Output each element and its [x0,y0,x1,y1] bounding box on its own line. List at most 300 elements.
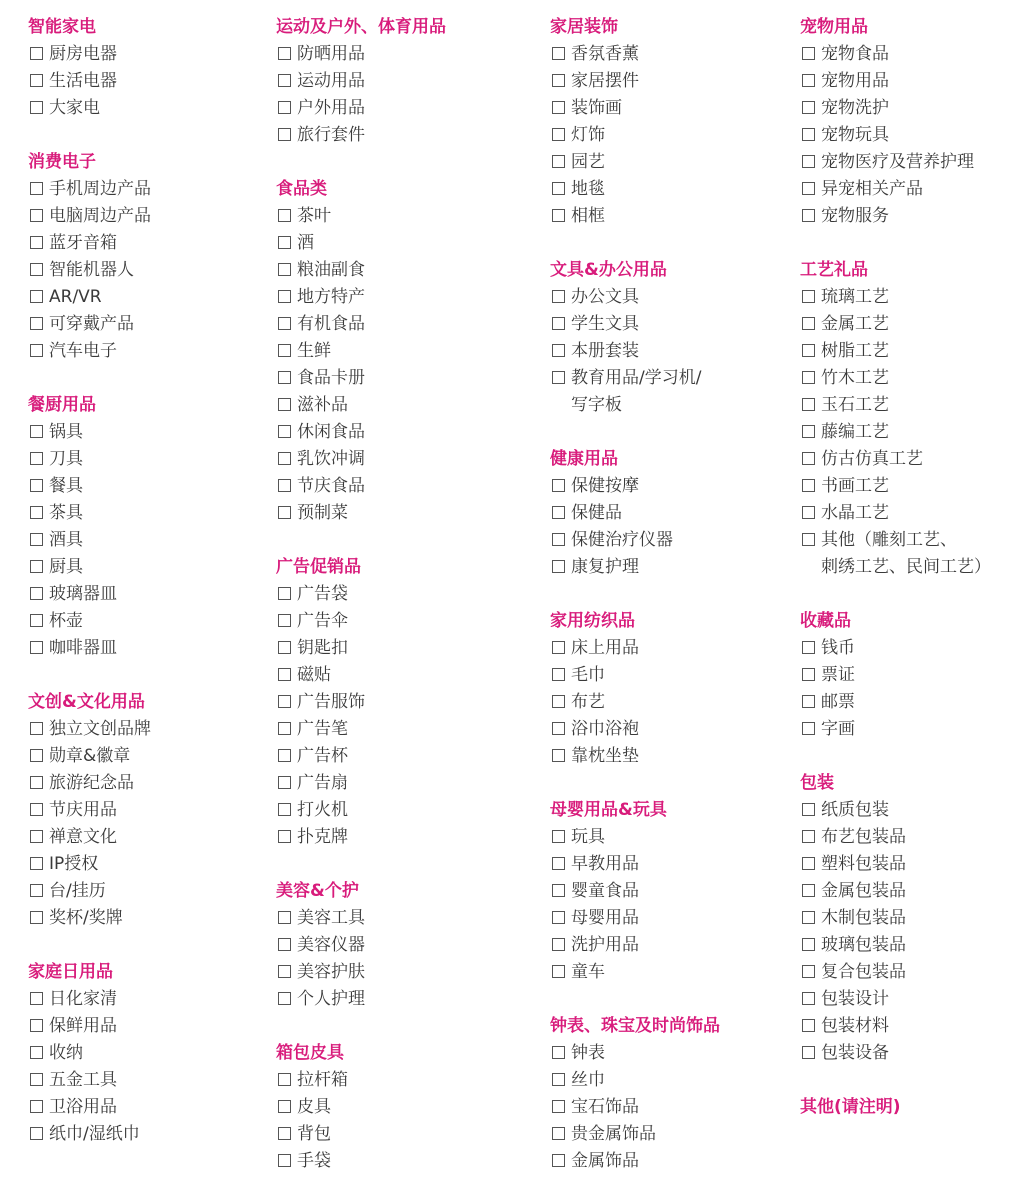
category-section [28,392,151,662]
checkbox-icon[interactable] [278,236,291,249]
checkbox-icon[interactable] [802,101,815,114]
checkbox-item[interactable] [550,500,720,527]
checkbox-icon[interactable] [552,884,565,897]
checkbox-item[interactable] [276,257,446,284]
checkbox-item[interactable] [550,1040,720,1067]
checkbox-icon[interactable] [30,101,43,114]
checkbox-item[interactable] [28,1094,151,1121]
checkbox-item[interactable] [276,581,446,608]
checkbox-icon[interactable] [30,74,43,87]
checkbox-icon[interactable] [552,128,565,141]
checkbox-icon[interactable] [802,884,815,897]
checkbox-item[interactable] [800,662,991,689]
checkbox-icon[interactable] [278,1127,291,1140]
checkbox-icon[interactable] [552,938,565,951]
checkbox-item[interactable] [550,68,720,95]
checkbox-icon[interactable] [30,587,43,600]
checkbox-item[interactable] [800,986,991,1013]
checkbox-item[interactable] [276,824,446,851]
checkbox-icon[interactable] [552,857,565,870]
checkbox-item[interactable] [276,41,446,68]
checkbox-icon[interactable] [30,1127,43,1140]
checkbox-item[interactable] [550,1148,720,1175]
checkbox-item[interactable] [800,338,991,365]
checkbox-label: 包装材料 [821,1016,889,1036]
checkbox-label: 扑克牌 [297,827,348,847]
checkbox-icon[interactable] [30,884,43,897]
checkbox-item[interactable] [276,230,446,257]
checkbox-item[interactable] [800,500,991,527]
checkbox-icon[interactable] [278,749,291,762]
checkbox-item[interactable] [800,824,991,851]
checkbox-label: 广告杯 [297,746,348,766]
checkbox-item[interactable] [800,689,991,716]
checkbox-label: 包装设计 [821,989,889,1009]
checkbox-item[interactable] [28,1121,151,1148]
checkbox-item[interactable] [550,851,720,878]
checkbox-item[interactable] [276,662,446,689]
checkbox-icon[interactable] [278,668,291,681]
checkbox-icon[interactable] [30,506,43,519]
checkbox-icon[interactable] [30,911,43,924]
checkbox-item[interactable] [550,176,720,203]
checkbox-icon[interactable] [30,1073,43,1086]
checkbox-item[interactable] [800,284,991,311]
checkbox-item[interactable] [800,95,991,122]
checkbox-icon[interactable] [278,938,291,951]
checkbox-icon[interactable] [802,506,815,519]
checkbox-item[interactable] [800,473,991,500]
checkbox-icon[interactable] [278,479,291,492]
checkbox-item[interactable] [550,365,720,419]
checkbox-item[interactable] [276,716,446,743]
checkbox-item[interactable] [276,743,446,770]
checkbox-icon[interactable] [802,128,815,141]
checkbox-icon[interactable] [802,803,815,816]
checkbox-icon[interactable] [30,641,43,654]
checkbox-item[interactable] [28,68,151,95]
checkbox-icon[interactable] [278,425,291,438]
checkbox-item[interactable] [276,1094,446,1121]
checkbox-icon[interactable] [278,47,291,60]
checkbox-item[interactable] [28,284,151,311]
checkbox-label: 玻璃包装品 [821,935,906,955]
checkbox-item[interactable] [28,230,151,257]
checkbox-icon[interactable] [278,803,291,816]
checkbox-icon[interactable] [278,128,291,141]
checkbox-item[interactable] [276,689,446,716]
checkbox-label: 广告袋 [297,584,348,604]
checkbox-icon[interactable] [278,1073,291,1086]
category-title: 工艺礼品 [800,260,868,280]
checkbox-icon[interactable] [552,911,565,924]
checkbox-icon[interactable] [278,722,291,735]
checkbox-icon[interactable] [552,506,565,519]
checkbox-icon[interactable] [30,290,43,303]
checkbox-icon[interactable] [802,1046,815,1059]
checkbox-icon[interactable] [30,425,43,438]
checkbox-item[interactable] [276,473,446,500]
checkbox-icon[interactable] [552,668,565,681]
checkbox-icon[interactable] [30,47,43,60]
checkbox-icon[interactable] [30,182,43,195]
checkbox-icon[interactable] [802,479,815,492]
checkbox-icon[interactable] [30,776,43,789]
checkbox-icon[interactable] [30,533,43,546]
checkbox-item[interactable] [800,392,991,419]
checkbox-icon[interactable] [552,965,565,978]
checkbox-icon[interactable] [552,47,565,60]
checkbox-item[interactable] [28,311,151,338]
checkbox-icon[interactable] [278,614,291,627]
column-4 [800,14,991,1148]
checkbox-icon[interactable] [30,344,43,357]
checkbox-label: 金属包装品 [821,881,906,901]
checkbox-icon[interactable] [30,452,43,465]
checkbox-item[interactable] [800,635,991,662]
checkbox-icon[interactable] [552,1100,565,1113]
checkbox-icon[interactable] [278,776,291,789]
checkbox-item[interactable] [550,824,720,851]
checkbox-item[interactable] [550,311,720,338]
checkbox-icon[interactable] [552,155,565,168]
checkbox-item[interactable] [28,851,151,878]
checkbox-label: 康复护理 [571,557,639,577]
checkbox-icon[interactable] [278,587,291,600]
checkbox-item[interactable] [28,176,151,203]
checkbox-item[interactable] [800,311,991,338]
checkbox-label: 纸质包装 [821,800,889,820]
checkbox-icon[interactable] [802,830,815,843]
checkbox-label: 包装设备 [821,1043,889,1063]
checkbox-icon[interactable] [552,1154,565,1167]
checkbox-item[interactable] [800,176,991,203]
checkbox-label: 相框 [571,206,605,226]
checkbox-item[interactable] [800,1013,991,1040]
checkbox-label: 茶叶 [297,206,331,226]
checkbox-item[interactable] [550,662,720,689]
category-section [550,1013,720,1175]
checkbox-icon[interactable] [802,911,815,924]
checkbox-item[interactable] [550,932,720,959]
checkbox-item[interactable] [28,635,151,662]
checkbox-icon[interactable] [552,317,565,330]
checkbox-icon[interactable] [802,965,815,978]
checkbox-item[interactable] [550,959,720,986]
checkbox-item[interactable] [276,986,446,1013]
checkbox-icon[interactable] [552,371,565,384]
checkbox-icon[interactable] [802,47,815,60]
checkbox-item[interactable] [800,1040,991,1067]
checkbox-icon[interactable] [278,263,291,276]
checkbox-icon[interactable] [30,803,43,816]
checkbox-icon[interactable] [278,344,291,357]
checkbox-item[interactable] [276,635,446,662]
checkbox-item[interactable] [276,959,446,986]
checkbox-icon[interactable] [802,371,815,384]
checkbox-icon[interactable] [30,749,43,762]
checkbox-item[interactable] [28,716,151,743]
checkbox-item[interactable] [276,905,446,932]
checkbox-label: 粮油副食 [297,260,365,280]
checkbox-item[interactable] [800,527,991,581]
checkbox-label: 木制包装品 [821,908,906,928]
checkbox-label: 树脂工艺 [821,341,889,361]
checkbox-item[interactable] [28,797,151,824]
checkbox-item[interactable] [28,419,151,446]
checkbox-icon[interactable] [552,182,565,195]
checkbox-item[interactable] [28,500,151,527]
checkbox-item[interactable] [800,959,991,986]
checkbox-icon[interactable] [552,641,565,654]
checkbox-icon[interactable] [552,533,565,546]
checkbox-icon[interactable] [552,1127,565,1140]
checkbox-item[interactable] [550,1094,720,1121]
checkbox-label: 生鲜 [297,341,331,361]
checkbox-icon[interactable] [30,830,43,843]
checkbox-icon[interactable] [30,479,43,492]
checkbox-item[interactable] [550,716,720,743]
checkbox-item[interactable] [550,338,720,365]
checkbox-item[interactable] [550,284,720,311]
checkbox-item[interactable] [550,41,720,68]
checkbox-label: 复合包装品 [821,962,906,982]
checkbox-icon[interactable] [802,74,815,87]
checkbox-item[interactable] [28,743,151,770]
checkbox-icon[interactable] [802,1019,815,1032]
checkbox-item[interactable] [28,41,151,68]
checkbox-label: 户外用品 [297,98,365,118]
checkbox-item[interactable] [28,473,151,500]
checkbox-item[interactable] [276,392,446,419]
checkbox-item[interactable] [550,527,720,554]
checkbox-icon[interactable] [802,641,815,654]
checkbox-item[interactable] [800,68,991,95]
checkbox-item[interactable] [28,1067,151,1094]
checkbox-item[interactable] [276,1148,446,1175]
checkbox-label: 防晒用品 [297,44,365,64]
checkbox-item[interactable] [276,311,446,338]
checkbox-icon[interactable] [552,74,565,87]
checkbox-icon[interactable] [802,533,815,546]
checkbox-icon[interactable] [802,452,815,465]
checkbox-item[interactable] [276,770,446,797]
checkbox-icon[interactable] [278,695,291,708]
checkbox-item[interactable] [800,932,991,959]
checkbox-icon[interactable] [552,830,565,843]
checkbox-icon[interactable] [30,614,43,627]
checkbox-label: 毛巾 [571,665,605,685]
checkbox-icon[interactable] [552,479,565,492]
checkbox-item[interactable] [800,41,991,68]
checkbox-icon[interactable] [552,560,565,573]
checkbox-label: 办公文具 [571,287,639,307]
checkbox-label: 美容仪器 [297,935,365,955]
checkbox-item[interactable] [800,122,991,149]
checkbox-item[interactable] [28,608,151,635]
checkbox-item[interactable] [800,203,991,230]
checkbox-icon[interactable] [30,1046,43,1059]
checkbox-icon[interactable] [802,317,815,330]
checkbox-icon[interactable] [552,1073,565,1086]
checkbox-icon[interactable] [552,101,565,114]
checkbox-item[interactable] [28,1040,151,1067]
checkbox-icon[interactable] [802,290,815,303]
checkbox-icon[interactable] [30,857,43,870]
checkbox-item[interactable] [800,716,991,743]
checkbox-item[interactable] [800,878,991,905]
checkbox-item[interactable] [28,824,151,851]
checkbox-label: 学生文具 [571,314,639,334]
checkbox-item[interactable] [550,743,720,770]
checkbox-item[interactable] [28,203,151,230]
checkbox-icon[interactable] [552,344,565,357]
checkbox-item[interactable] [28,986,151,1013]
category-section [276,14,446,149]
checkbox-item[interactable] [276,68,446,95]
checkbox-item[interactable] [800,851,991,878]
checkbox-item[interactable] [276,284,446,311]
checkbox-label: 厨具 [49,557,83,577]
checkbox-icon[interactable] [802,344,815,357]
checkbox-icon[interactable] [30,992,43,1005]
checkbox-icon[interactable] [278,452,291,465]
checkbox-item[interactable] [550,1121,720,1148]
checkbox-icon[interactable] [552,209,565,222]
checkbox-icon[interactable] [278,371,291,384]
checkbox-item[interactable] [276,932,446,959]
checkbox-item[interactable] [276,419,446,446]
checkbox-item[interactable] [800,905,991,932]
checkbox-item[interactable] [28,257,151,284]
checkbox-item[interactable] [800,797,991,824]
checkbox-item[interactable] [550,203,720,230]
checkbox-icon[interactable] [30,317,43,330]
checkbox-item[interactable] [800,365,991,392]
checkbox-item[interactable] [28,95,151,122]
checkbox-item[interactable] [276,122,446,149]
checkbox-icon[interactable] [552,749,565,762]
checkbox-item[interactable] [276,446,446,473]
checkbox-icon[interactable] [552,722,565,735]
checkbox-item[interactable] [276,797,446,824]
checkbox-icon[interactable] [802,938,815,951]
checkbox-icon[interactable] [278,830,291,843]
checkbox-item[interactable] [276,608,446,635]
checkbox-icon[interactable] [802,209,815,222]
checkbox-item[interactable] [276,338,446,365]
checkbox-icon[interactable] [278,641,291,654]
checkbox-item[interactable] [28,1013,151,1040]
checkbox-icon[interactable] [30,1100,43,1113]
checkbox-item[interactable] [276,500,446,527]
checkbox-item[interactable] [550,1067,720,1094]
checkbox-item[interactable] [28,905,151,932]
checkbox-icon[interactable] [30,209,43,222]
checkbox-icon[interactable] [278,992,291,1005]
checkbox-label: 水晶工艺 [821,503,889,523]
checkbox-icon[interactable] [278,911,291,924]
checkbox-item[interactable] [276,1121,446,1148]
checkbox-icon[interactable] [802,398,815,411]
category-section [276,176,446,527]
checkbox-icon[interactable] [278,101,291,114]
checkbox-item[interactable] [550,635,720,662]
checkbox-item[interactable] [276,1067,446,1094]
checkbox-item[interactable] [550,149,720,176]
checkbox-item[interactable] [276,365,446,392]
checkbox-item[interactable] [28,338,151,365]
checkbox-item[interactable] [550,905,720,932]
checkbox-icon[interactable] [278,398,291,411]
checkbox-icon[interactable] [552,1046,565,1059]
checkbox-item[interactable] [550,95,720,122]
checkbox-icon[interactable] [802,722,815,735]
category-section [800,770,991,1067]
checkbox-label: 大家电 [49,98,100,118]
checkbox-icon[interactable] [278,317,291,330]
checkbox-icon[interactable] [802,182,815,195]
checkbox-icon[interactable] [30,560,43,573]
checkbox-label: 广告伞 [297,611,348,631]
checkbox-item[interactable] [28,770,151,797]
checkbox-item[interactable] [800,446,991,473]
checkbox-icon[interactable] [30,1019,43,1032]
checkbox-item[interactable] [276,95,446,122]
checkbox-item[interactable] [276,203,446,230]
checkbox-item[interactable] [550,122,720,149]
checkbox-label: 旅游纪念品 [49,773,134,793]
checkbox-item[interactable] [28,581,151,608]
checkbox-label: 灯饰 [571,125,605,145]
checkbox-icon[interactable] [802,668,815,681]
checkbox-icon[interactable] [802,992,815,1005]
checkbox-item[interactable] [28,878,151,905]
checkbox-icon[interactable] [278,506,291,519]
checkbox-label: 收纳 [49,1043,83,1063]
checkbox-icon[interactable] [278,1100,291,1113]
checkbox-icon[interactable] [802,155,815,168]
checkbox-item[interactable] [550,689,720,716]
checkbox-icon[interactable] [552,695,565,708]
checkbox-item[interactable] [28,527,151,554]
checkbox-label: 保健品 [571,503,622,523]
checkbox-icon[interactable] [30,263,43,276]
checkbox-label: 邮票 [821,692,855,712]
checkbox-icon[interactable] [278,290,291,303]
checkbox-icon[interactable] [278,965,291,978]
checkbox-item[interactable] [550,554,720,581]
checkbox-label: 家居摆件 [571,71,639,91]
checkbox-item[interactable] [28,446,151,473]
checkbox-icon[interactable] [278,209,291,222]
checkbox-icon[interactable] [552,290,565,303]
checkbox-label: 钟表 [571,1043,605,1063]
checkbox-icon[interactable] [30,722,43,735]
checkbox-icon[interactable] [30,236,43,249]
checkbox-item[interactable] [550,473,720,500]
checkbox-item[interactable] [800,149,991,176]
checkbox-icon[interactable] [802,857,815,870]
checkbox-item[interactable] [550,878,720,905]
checkbox-icon[interactable] [278,74,291,87]
checkbox-icon[interactable] [278,1154,291,1167]
checkbox-item[interactable] [28,554,151,581]
checkbox-icon[interactable] [802,425,815,438]
checkbox-item[interactable] [800,419,991,446]
checkbox-icon[interactable] [802,695,815,708]
checkbox-label: 旅行套件 [297,125,365,145]
